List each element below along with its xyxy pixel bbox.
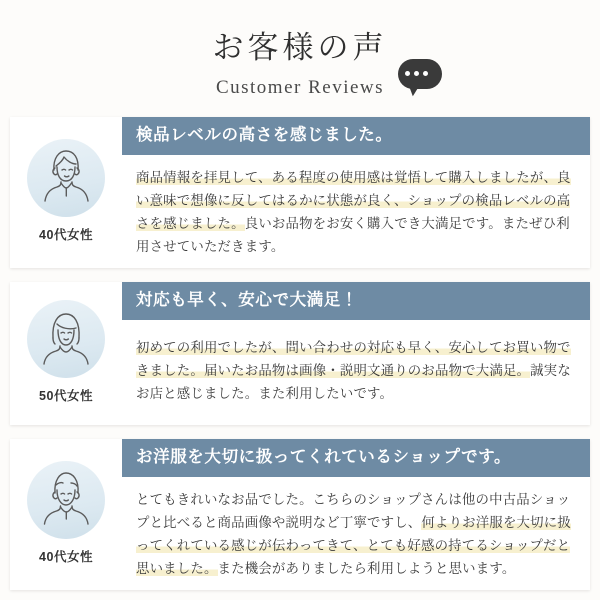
- review-card: [10, 282, 590, 425]
- page-subtitle-wrap: [216, 77, 384, 99]
- review-body: [122, 320, 590, 415]
- review-body-plain: 誠実なお店と感じました。また利用したいです。: [136, 362, 571, 401]
- review-title: 対応も早く、安心で大満足！: [122, 282, 590, 320]
- page-subtitle: Customer Reviews: [215, 77, 385, 98]
- review-body: [122, 477, 590, 590]
- reviewer-age-label: 40代女性: [39, 228, 93, 243]
- review-body-plain-lead: とてもきれいなお品でした。こちらのショップさんは他の中古品ショップと比べると商品画像や説明など丁寧ですし、: [136, 491, 571, 530]
- review-content: [122, 117, 590, 268]
- review-body-plain-tail: また機会がありましたら利用しようと思います。: [217, 560, 516, 576]
- reviewer-profile: [10, 117, 122, 268]
- reviewer-profile: [10, 439, 122, 590]
- woman-bob-hair-avatar-icon: [27, 300, 105, 378]
- review-title: 検品レベルの高さを感じました。: [122, 117, 590, 155]
- reviewer-profile: [10, 282, 122, 425]
- page-header: [0, 0, 600, 99]
- page-title: お客様の声: [212, 30, 388, 65]
- review-card: [10, 117, 590, 268]
- reviewer-age-label: 50代女性: [39, 389, 93, 404]
- review-body-highlight: 商品情報を拝見して、ある程度の使用感は覚悟して購入しましたが、良い意味で想像に反してはるかに状態が良く、ショップの検品レベルの高さを感じました。: [136, 169, 571, 231]
- review-body-plain: 良いお品物をお安く購入でき大満足です。またぜひ利用させていただきます。: [136, 215, 570, 254]
- speech-bubble-ellipsis-icon: [398, 59, 442, 89]
- review-body-highlight: 何よりお洋服を大切に扱ってくれている感じが伝わってきて、とても好感の持てるショップだと思いました。: [136, 514, 571, 576]
- review-card: [10, 439, 590, 590]
- reviewer-age-label: 40代女性: [39, 550, 93, 565]
- review-title: お洋服を大切に扱ってくれているショップです。: [122, 439, 590, 477]
- woman-curly-hair-avatar-icon: [27, 461, 105, 539]
- review-body-highlight: 初めての利用でしたが、問い合わせの対応も早く、安心してお買い物できました。届いたお品物は画像・説明文通りのお品物で大満足。: [136, 339, 571, 378]
- review-content: [122, 282, 590, 425]
- review-list: [0, 117, 600, 590]
- review-body: [122, 155, 590, 268]
- review-content: [122, 439, 590, 590]
- ellipsis-dots: [405, 71, 428, 76]
- woman-short-hair-avatar-icon: [27, 139, 105, 217]
